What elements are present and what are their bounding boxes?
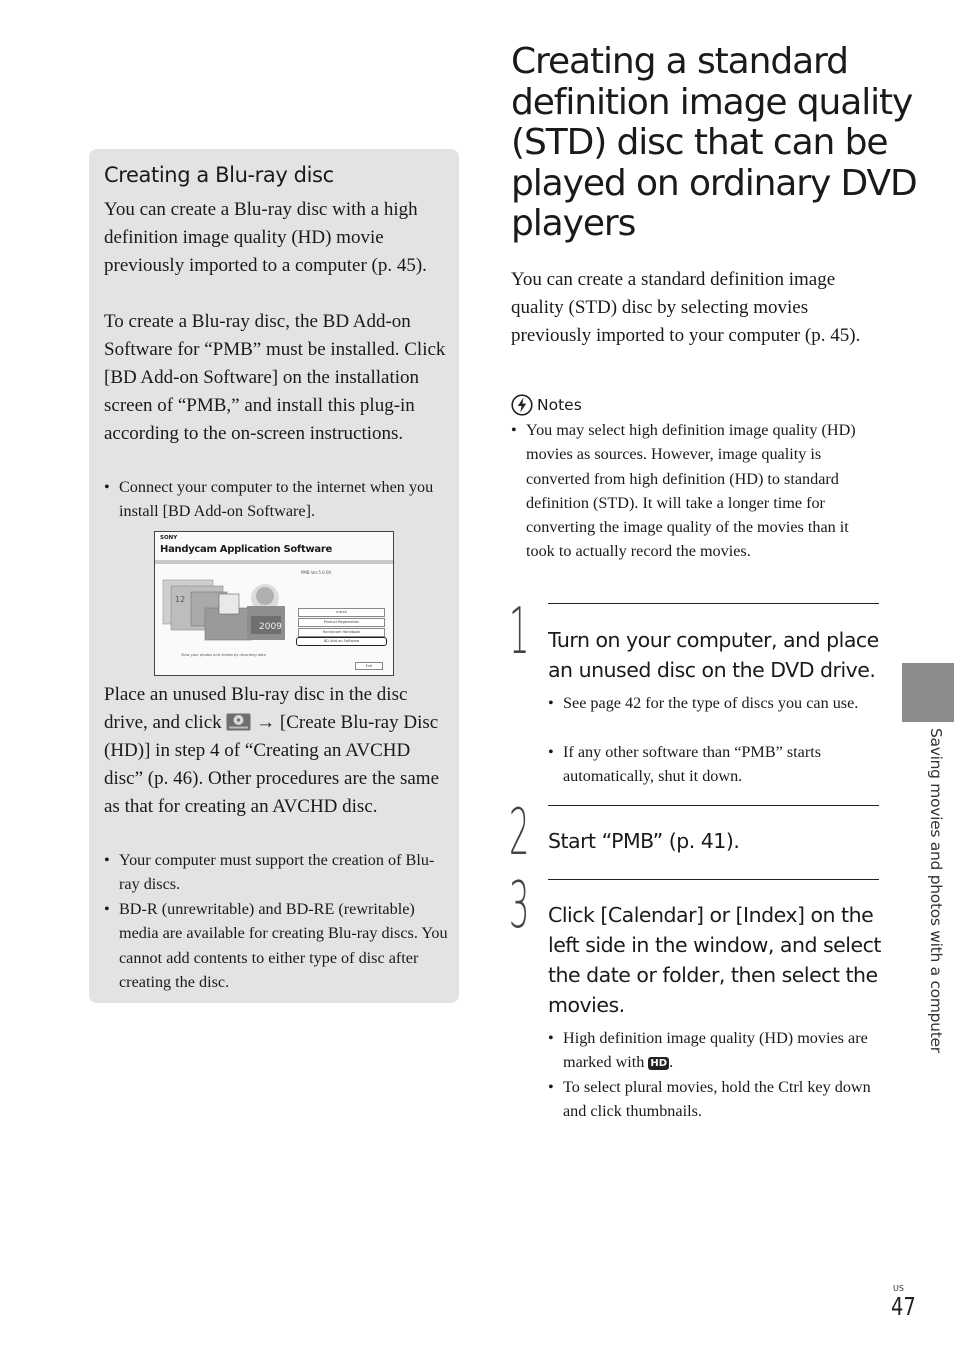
step-1-number: 1 — [509, 595, 530, 669]
intro-paragraph: You can create a standard definition image quality (STD) disc by selecting movies previously imported to your computer (p. 45). — [511, 269, 861, 346]
notes-warning-icon — [511, 394, 533, 416]
step-2-text: Start “PMB” (p. 41). — [548, 829, 740, 853]
hd-badge-icon: HD — [650, 1058, 668, 1070]
notes-label: Notes — [537, 396, 582, 414]
step-3-bullet-2: • To select plural movies, hold the Ctrl key down and click thumbnails. — [548, 1078, 871, 1121]
page-number: 47 — [891, 1292, 916, 1321]
step-1-divider — [548, 603, 879, 604]
product-registration-button[interactable]: Product Registration — [298, 618, 385, 627]
page-region-code: US — [893, 1284, 904, 1293]
screenshot-version: PMB Ver.5.0.00 — [301, 570, 332, 575]
notes-item: • You may select high definition image quality (HD) movies as sources. However, image quality is converted from high definition (HD) to standard definition (STD). It will take a longer time for converting the image quality of the movies than it took to actually record the movies. — [511, 421, 856, 561]
step-1-bullet-2: • If any other software than “PMB” starts automatically, shut it down. — [548, 743, 822, 786]
sony-logo: SONY — [160, 535, 178, 541]
step-1-text: Turn on your computer, and place an unused disc on the DVD drive. — [548, 628, 879, 682]
screenshot-title: Handycam Application Software — [160, 544, 332, 555]
step-2-divider — [548, 805, 879, 806]
section-tab-label: Saving movies and photos with a computer — [927, 728, 945, 1053]
exit-button[interactable]: Exit — [355, 662, 383, 670]
step-2-number: 2 — [509, 796, 530, 870]
step-3-divider — [548, 879, 879, 880]
install-button[interactable]: Install — [298, 608, 385, 617]
screenshot-band — [155, 560, 393, 564]
section-tab[interactable] — [902, 663, 954, 722]
box-bullet-internet: • Connect your computer to the internet when you install [BD Add-on Software]. — [104, 478, 434, 521]
box-heading: Creating a Blu-ray disc — [104, 163, 334, 187]
box-bullet-support: • Your computer must support the creation of Blu-ray discs. — [104, 851, 435, 894]
handycam-handbook-button[interactable]: Handycam Handbook — [298, 628, 385, 637]
box-para-intro: You can create a Blu-ray disc with a high definition image quality (HD) movie previously imported to a computer (p. 45). — [104, 199, 427, 276]
screenshot-footer-text: View your photos and videos by recording date — [181, 653, 266, 657]
screenshot-year: 2009 — [259, 622, 282, 632]
pmb-install-screenshot — [154, 531, 394, 676]
step-3-bullet-1: • High definition image quality (HD) movies are marked with HD . — [548, 1029, 868, 1072]
box-para-create: Place an unused Blu-ray disc in the disc drive, and click → [Create Blu-ray Disc (HD)] in step 4 of “Creating an AVCHD disc” (p. 46). Other procedures are the same as that for creating an AVCHD disc. — [104, 684, 439, 817]
page-title: Creating a standard definition image quality (STD) disc that can be played on ordinary DVD players — [511, 41, 917, 244]
bd-add-on-software-button[interactable]: BD Add-on Software — [296, 637, 387, 646]
box-para-install: To create a Blu-ray disc, the BD Add-on Software for “PMB” must be installed. Click [BD Add-on Software] on the installation screen of “PMB,” and install this plug-in according to the on-screen instructions. — [104, 311, 446, 444]
notes-header — [511, 393, 582, 417]
photo-collage-image — [161, 572, 297, 644]
step-1-bullet-1: • See page 42 for the type of discs you can use. — [548, 694, 859, 712]
svg-text:12: 12 — [175, 595, 186, 604]
create-disc-icon — [226, 713, 251, 731]
box-bullet-media: • BD-R (unrewritable) and BD-RE (rewritable) media are available for creating Blu-ray discs. You cannot add contents to either type of disc after creating the disc. — [104, 900, 448, 991]
step-3-text: Click [Calendar] or [Index] on the left side in the window, and select the date or folder, then select the movies. — [548, 903, 881, 1017]
step-3-number: 3 — [509, 869, 530, 943]
